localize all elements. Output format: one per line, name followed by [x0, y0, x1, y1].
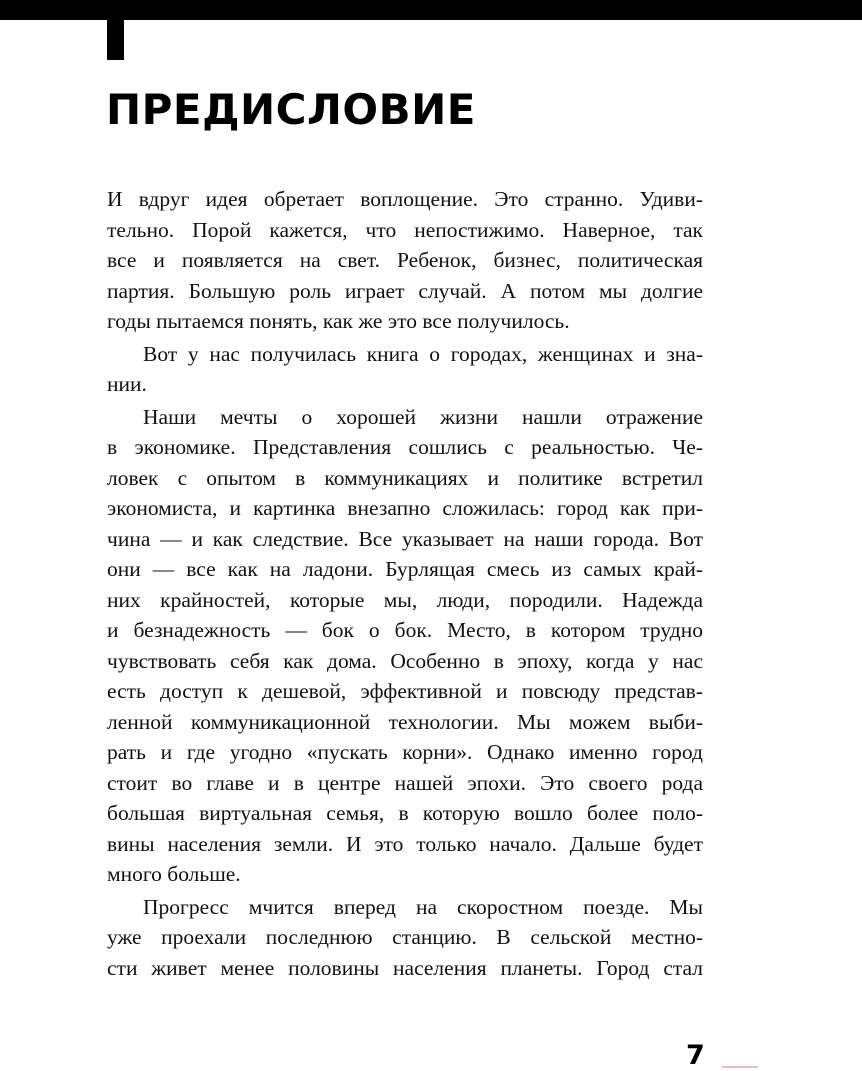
text-line: и безнадежность — бок о бок. Место, в котором трудно: [107, 618, 703, 642]
text-line: них крайностей, которые мы, люди, породили. Надежда: [107, 587, 703, 612]
top-rule: [0, 0, 862, 20]
text-line: чина — и как следствие. Все указывает на наши города. Вот: [107, 526, 703, 551]
text-line: стоит во главе и в центре нашей эпохи. Это своего рода: [107, 770, 703, 795]
text-line: в экономике. Представления сошлись с реальностью. Че-: [107, 435, 703, 459]
text-line: Наши мечты о хорошей жизни нашли отражение: [143, 404, 703, 429]
text-line: тельно. Порой кажется, что непостижимо. Наверное, так: [107, 217, 703, 242]
chapter-tab-marker: [107, 0, 124, 60]
text-line: рать и где угодно «пускать корни». Однако именно город: [107, 740, 703, 764]
text-line: вины населения земли. И это только начало. Дальше будет: [107, 831, 703, 856]
text-line: годы пытаемся понять, как же это все получилось.: [107, 309, 570, 333]
page-number-underline: [722, 1066, 758, 1068]
text-line: Вот у нас получилась книга о городах, женщинах и зна-: [143, 341, 703, 366]
text-line: есть доступ к дешевой, эффективной и повсюду представ-: [107, 679, 703, 703]
text-line: уже проехали последнюю станцию. В сельской местно-: [107, 925, 703, 949]
text-line: много больше.: [107, 862, 241, 886]
text-line: сти живет менее половины населения планеты. Город стал: [107, 955, 703, 980]
text-line: экономиста, и картинка внезапно сложилась: город как при-: [107, 496, 703, 520]
body-text: [107, 184, 703, 983]
text-line: большая виртуальная семья, в которую вошло более поло-: [107, 801, 703, 825]
text-line: партия. Большую роль играет случай. А потом мы долгие: [107, 278, 703, 303]
text-line: ловек с опытом в коммуникациях и политике встретил: [107, 465, 703, 490]
text-line: все и появляется на свет. Ребенок, бизнес, политическая: [107, 248, 703, 272]
page-number: 7: [686, 1040, 705, 1071]
text-line: нии.: [107, 372, 147, 396]
text-line: И вдруг идея обретает воплощение. Это странно. Удиви-: [107, 187, 703, 211]
chapter-title: ПРЕДИСЛОВИЕ: [106, 85, 476, 134]
text-line: Прогресс мчится вперед на скоростном поезде. Мы: [143, 894, 703, 919]
text-line: они — все как на ладони. Бурлящая смесь из самых край-: [107, 557, 703, 581]
text-line: чувствовать себя как дома. Особенно в эпоху, когда у нас: [107, 648, 703, 673]
text-line: ленной коммуникационной технологии. Мы можем выби-: [107, 709, 703, 734]
